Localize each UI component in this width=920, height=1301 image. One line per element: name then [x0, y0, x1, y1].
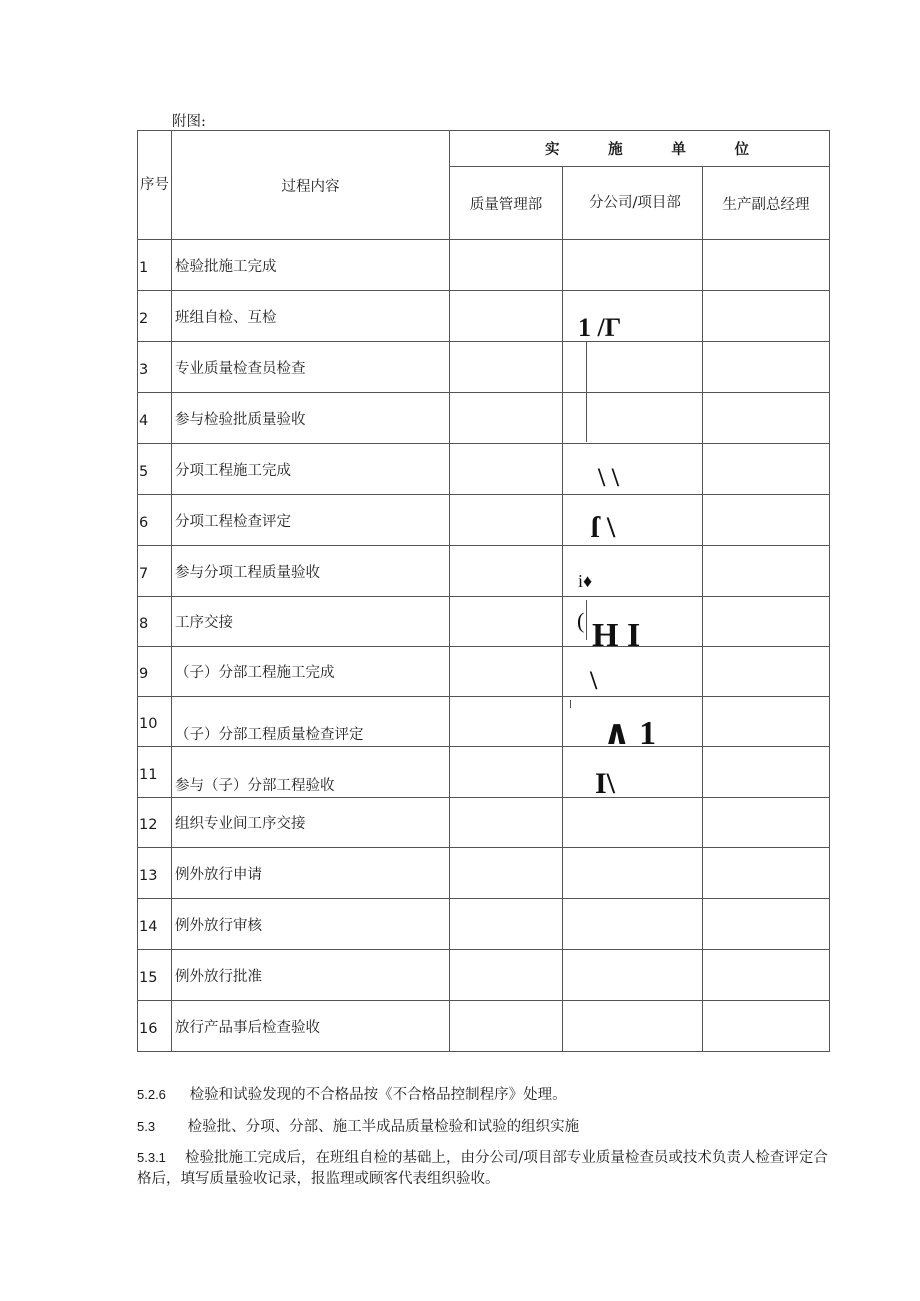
section-number: 5.3: [137, 1119, 156, 1134]
paragraph-5-2-6: [137, 1084, 829, 1106]
header-quality-dept: 质量管理部: [450, 167, 563, 240]
section-text: 检验批、分项、分部、施工半成品质量检验和试验的组织实施: [187, 1119, 580, 1135]
mark-row-8b: H I: [592, 617, 641, 654]
vp-cell: [703, 291, 830, 342]
quality-dept-cell: [450, 546, 563, 597]
branch-cell: [563, 798, 703, 848]
row-content: 放行产品事后检查验收: [172, 1001, 450, 1052]
section-number: 5.3.1: [137, 1150, 166, 1165]
row-content: 班组自检、互检: [172, 291, 450, 342]
figure-caption: 附图:: [172, 114, 206, 130]
table-row: [138, 899, 830, 950]
quality-dept-cell: [450, 342, 563, 393]
table-row: [138, 747, 830, 798]
vp-cell: [703, 495, 830, 546]
row-number: 13: [138, 848, 172, 899]
quality-dept-cell: [450, 747, 563, 798]
vp-cell: [703, 899, 830, 950]
row-content: 参与分项工程质量验收: [172, 546, 450, 597]
quality-dept-cell: [450, 393, 563, 444]
inner-divider: [586, 342, 587, 442]
mark-row-5: \ \: [598, 463, 619, 492]
row-content: 组织专业间工序交接: [172, 798, 450, 848]
row-number: 12: [138, 798, 172, 848]
header-seq: 序号: [138, 131, 172, 240]
quality-dept-cell: [450, 444, 563, 495]
row-content: 分项工程施工完成: [172, 444, 450, 495]
table-row: [138, 597, 830, 647]
row-number: 6: [138, 495, 172, 546]
vp-cell: [703, 546, 830, 597]
branch-cell: [563, 848, 703, 899]
row-number: 1: [138, 240, 172, 291]
header-branch: 分公司/项目部: [563, 167, 703, 240]
row-number: 15: [138, 950, 172, 1001]
row-content: 例外放行申请: [172, 848, 450, 899]
quality-dept-cell: [450, 647, 563, 697]
row-number: 8: [138, 597, 172, 647]
row-content: 例外放行审核: [172, 899, 450, 950]
row-number: 14: [138, 899, 172, 950]
quality-dept-cell: [450, 597, 563, 647]
branch-cell: [563, 495, 703, 546]
table-row: [138, 240, 830, 291]
quality-dept-cell: [450, 697, 563, 747]
vp-cell: [703, 342, 830, 393]
table-row: [138, 647, 830, 697]
row-content: 检验批施工完成: [172, 240, 450, 291]
header-implementing-unit: 实施单位: [450, 131, 830, 167]
quality-dept-cell: [450, 240, 563, 291]
table-row: [138, 495, 830, 546]
quality-dept-cell: [450, 899, 563, 950]
vp-cell: [703, 697, 830, 747]
quality-dept-cell: [450, 495, 563, 546]
paragraph-5-3: [137, 1116, 829, 1138]
mark-row-11: I\: [595, 767, 616, 800]
mark-row-10: ∧ 1: [603, 715, 657, 752]
vp-cell: [703, 848, 830, 899]
quality-dept-cell: [450, 1001, 563, 1052]
table-row: [138, 950, 830, 1001]
branch-cell: [563, 747, 703, 798]
inner-divider-2: [586, 600, 587, 640]
row-content: 分项工程检查评定: [172, 495, 450, 546]
header-process: 过程内容: [172, 131, 450, 240]
branch-cell: [563, 950, 703, 1001]
branch-cell: [563, 899, 703, 950]
row-number: 16: [138, 1001, 172, 1052]
vp-cell: [703, 597, 830, 647]
row-number: 7: [138, 546, 172, 597]
table-row: [138, 342, 830, 393]
table-row: [138, 546, 830, 597]
row-number: 9: [138, 647, 172, 697]
row-content: （子）分部工程质量检查评定: [172, 697, 450, 747]
table-row: [138, 798, 830, 848]
mark-row-6: ſ \: [591, 511, 616, 544]
row-content: 专业质量检查员检查: [172, 342, 450, 393]
row-content: （子）分部工程施工完成: [172, 647, 450, 697]
mark-row-2: 1 /Γ: [578, 313, 622, 342]
quality-dept-cell: [450, 848, 563, 899]
quality-dept-cell: [450, 291, 563, 342]
row-number: 2: [138, 291, 172, 342]
row-content: 参与检验批质量验收: [172, 393, 450, 444]
branch-cell: [563, 342, 703, 393]
vp-cell: [703, 647, 830, 697]
branch-cell: [563, 444, 703, 495]
branch-cell: [563, 1001, 703, 1052]
mark-row-8a: (: [577, 608, 585, 633]
table-row: [138, 1001, 830, 1052]
quality-dept-cell: [450, 798, 563, 848]
branch-cell: [563, 393, 703, 444]
row-number: 11: [138, 747, 172, 798]
vp-cell: [703, 1001, 830, 1052]
vp-cell: [703, 393, 830, 444]
vp-cell: [703, 950, 830, 1001]
row-number: 3: [138, 342, 172, 393]
header-vp-production: 生产副总经理: [703, 167, 830, 240]
inner-divider-3: [570, 700, 571, 708]
row-content: 工序交接: [172, 597, 450, 647]
mark-row-7: i♦: [578, 571, 593, 591]
row-number: 5: [138, 444, 172, 495]
table-row: [138, 444, 830, 495]
table-row: [138, 291, 830, 342]
process-table: [137, 130, 830, 1052]
quality-dept-cell: [450, 950, 563, 1001]
table-row: [138, 393, 830, 444]
row-number: 4: [138, 393, 172, 444]
section-text: 检验和试验发现的不合格品按《不合格品控制程序》处理。: [189, 1087, 567, 1103]
mark-row-9: \: [590, 666, 598, 695]
paragraph-5-3-1: [137, 1147, 829, 1190]
branch-cell: [563, 647, 703, 697]
vp-cell: [703, 747, 830, 798]
vp-cell: [703, 240, 830, 291]
table-row: [138, 697, 830, 747]
row-content: 例外放行批准: [172, 950, 450, 1001]
vp-cell: [703, 444, 830, 495]
branch-cell: [563, 240, 703, 291]
vp-cell: [703, 798, 830, 848]
table-row: [138, 848, 830, 899]
row-number: 10: [138, 697, 172, 747]
row-content: 参与（子）分部工程验收: [172, 747, 450, 798]
section-text: 检验批施工完成后，在班组自检的基础上，由分公司/项目部专业质量检查员或技术负责人检查评定合格后，填写质量验收记录，报监理或顾客代表组织验收。: [137, 1150, 828, 1187]
section-number: 5.2.6: [137, 1087, 166, 1102]
